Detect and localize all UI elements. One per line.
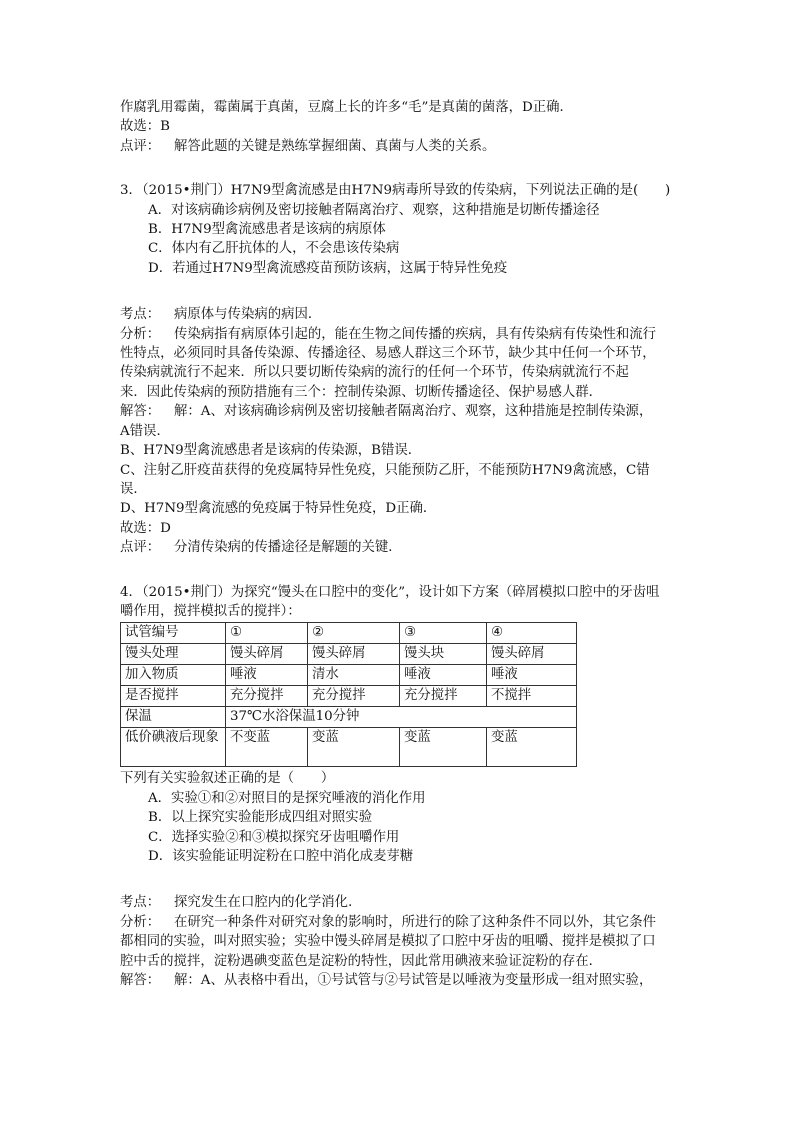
- q4-fenxi: [120, 913, 680, 932]
- table-cell: 加入物质: [121, 665, 226, 686]
- table-cell: 唾液: [226, 665, 308, 686]
- table-cell: 不搅拌: [487, 686, 577, 707]
- q4-stem: 4．（2015•荆门）为探究“馒头在口腔中的变化”，设计如下方案（碎屑模拟口腔中的牙齿咀: [120, 584, 660, 600]
- q4-option-b: B．以上探究实验能形成四组对照实验: [148, 810, 373, 826]
- fenxi-label: 分析：: [120, 914, 161, 930]
- kaodian-text: 病原体与传染病的病因．: [174, 307, 322, 323]
- table-cell: 充分搅拌: [400, 686, 487, 707]
- q3-kaodian: [120, 305, 680, 324]
- comment-label: 点评：: [120, 138, 161, 154]
- kaodian-label: 考点：: [120, 895, 161, 911]
- kaodian-label: 考点：: [120, 307, 161, 323]
- table-cell: 馒头块: [400, 644, 487, 665]
- q3-jieda-6: D、H7N9型禽流感的免疫属于特异性免疫，D正确．: [120, 501, 437, 517]
- q3-jieda: [120, 402, 680, 421]
- table-cell: 变蓝: [487, 728, 577, 767]
- q4-option-d: D．该实验能证明淀粉在口腔中消化成麦芽糖: [148, 848, 414, 864]
- q4-jieda: [120, 971, 680, 990]
- table-row: [121, 665, 577, 686]
- table-cell: 不变蓝: [226, 728, 308, 767]
- comment-text: 分清传染病的传播途径是解题的关键．: [174, 540, 402, 556]
- table-cell: 充分搅拌: [226, 686, 308, 707]
- answer-line: 故选：B: [120, 119, 171, 135]
- jieda-label: 解答：: [120, 404, 161, 420]
- jieda-text: 解：A、从表格中看出，①号试管与②号试管是以唾液为变量形成一组对照实验，: [174, 973, 653, 988]
- table-cell: 保温: [121, 707, 226, 728]
- q4-fenxi-3: 腔中舌的搅拌，淀粉遇碘变蓝色是淀粉的特性，因此常用碘液来验证淀粉的存在．: [120, 953, 603, 969]
- comment-label: 点评：: [120, 540, 161, 556]
- q3-fenxi-2: 性特点，必须同时具备传染源、传播途径、易感人群这三个环节，缺少其中任何一个环节，: [120, 346, 656, 362]
- table-cell: 馒头处理: [121, 644, 226, 665]
- q3-jieda-2: A错误．: [120, 423, 170, 439]
- table-row: [121, 728, 577, 767]
- q3-fenxi-3: 传染病就流行不起来．所以只要切断传染病的流行的任何一个环节，传染病就流行不起: [120, 365, 629, 381]
- jieda-label: 解答：: [120, 973, 161, 988]
- table-cell: ④: [487, 623, 577, 644]
- q3-jieda-5: 误．: [120, 481, 147, 497]
- table-cell: 变蓝: [308, 728, 400, 767]
- table-cell: 37℃水浴保温10分钟: [226, 707, 577, 728]
- kaodian-text: 探究发生在口腔内的化学消化．: [174, 895, 362, 911]
- fenxi-text: 传染病指有病原体引起的，能在生物之间传播的疾病，具有传染病有传染性和流行: [174, 326, 657, 342]
- jieda-text: 解：A、对该病确诊病例及密切接触者隔离治疗、观察，这种措施是控制传染源，: [174, 404, 653, 420]
- table-cell: ③: [400, 623, 487, 644]
- table-cell: ①: [226, 623, 308, 644]
- q4-option-c: C．选择实验②和③模拟探究牙齿咀嚼作用: [148, 829, 400, 845]
- q3-option-b: B．H7N9型禽流感患者是该病的病原体: [148, 222, 386, 238]
- table-cell: 馒头碎屑: [487, 644, 577, 665]
- experiment-table: [120, 622, 577, 767]
- table-cell: 馒头碎屑: [308, 644, 400, 665]
- q3-jieda-3: B、H7N9型禽流感患者是该病的传染源，B错误．: [120, 443, 422, 459]
- text-line: 作腐乳用霉菌，霉菌属于真菌，豆腐上长的许多“毛”是真菌的菌落，D正确．: [120, 100, 573, 115]
- table-cell: 唾液: [487, 665, 577, 686]
- q3-jieda-4: C、注射乙肝疫苗获得的免疫属特异性免疫，只能预防乙肝，不能预防H7N9禽流感，C错: [120, 462, 650, 478]
- table-cell: 馒头碎屑: [226, 644, 308, 665]
- fenxi-label: 分析：: [120, 326, 161, 342]
- q3-stem: 3．（2015•荆门）H7N9型禽流感是由H7N9病毒所导致的传染病，下列说法正确的是( ): [120, 183, 671, 199]
- table-row: [121, 644, 577, 665]
- q3-option-d: D．若通过H7N9型禽流感疫苗预防该病，这属于特异性免疫: [148, 260, 508, 276]
- q4-kaodian: [120, 893, 680, 912]
- table-row: [121, 623, 577, 644]
- q3-option-c: C．体内有乙肝抗体的人，不会患该传染病: [148, 241, 400, 257]
- table-cell: 充分搅拌: [308, 686, 400, 707]
- table-cell: 试管编号: [121, 623, 226, 644]
- fenxi-text: 在研究一种条件对研究对象的影响时，所进行的除了这种条件不同以外，其它条件: [174, 914, 657, 930]
- q4-option-a: A．实验①和②对照目的是探究唾液的消化作用: [148, 790, 426, 806]
- comment-text: 解答此题的关键是熟练掌握细菌、真菌与人类的关系。: [174, 138, 496, 154]
- table-cell: 是否搅拌: [121, 686, 226, 707]
- table-row: [121, 707, 577, 728]
- table-cell: 唾液: [400, 665, 487, 686]
- q3-option-a: A．对该病确诊病例及密切接触者隔离治疗、观察，这种措施是切断传播途径: [148, 202, 600, 218]
- q3-fenxi: [120, 325, 680, 344]
- table-cell: 变蓝: [400, 728, 487, 767]
- document-page: [120, 98, 680, 990]
- q3-answer: 故选：D: [120, 520, 171, 536]
- q3-comment: [120, 538, 680, 557]
- comment-line: [120, 137, 680, 156]
- q4-fenxi-2: 都相同的实验，叫对照实验；实验中馒头碎屑是模拟了口腔中牙齿的咀嚼、搅拌是模拟了口: [120, 934, 656, 950]
- q4-ask: 下列有关实验叙述正确的是（ ）: [120, 771, 335, 787]
- table-cell: 低价碘液后现象: [121, 728, 226, 767]
- table-cell: ②: [308, 623, 400, 644]
- q4-stem-2: 嚼作用，搅拌模拟舌的搅拌）：: [120, 603, 301, 619]
- table-row: [121, 686, 577, 707]
- q3-fenxi-4: 来．因此传染病的预防措施有三个：控制传染源、切断传播途径、保护易感人群．: [120, 384, 603, 400]
- table-cell: 清水: [308, 665, 400, 686]
